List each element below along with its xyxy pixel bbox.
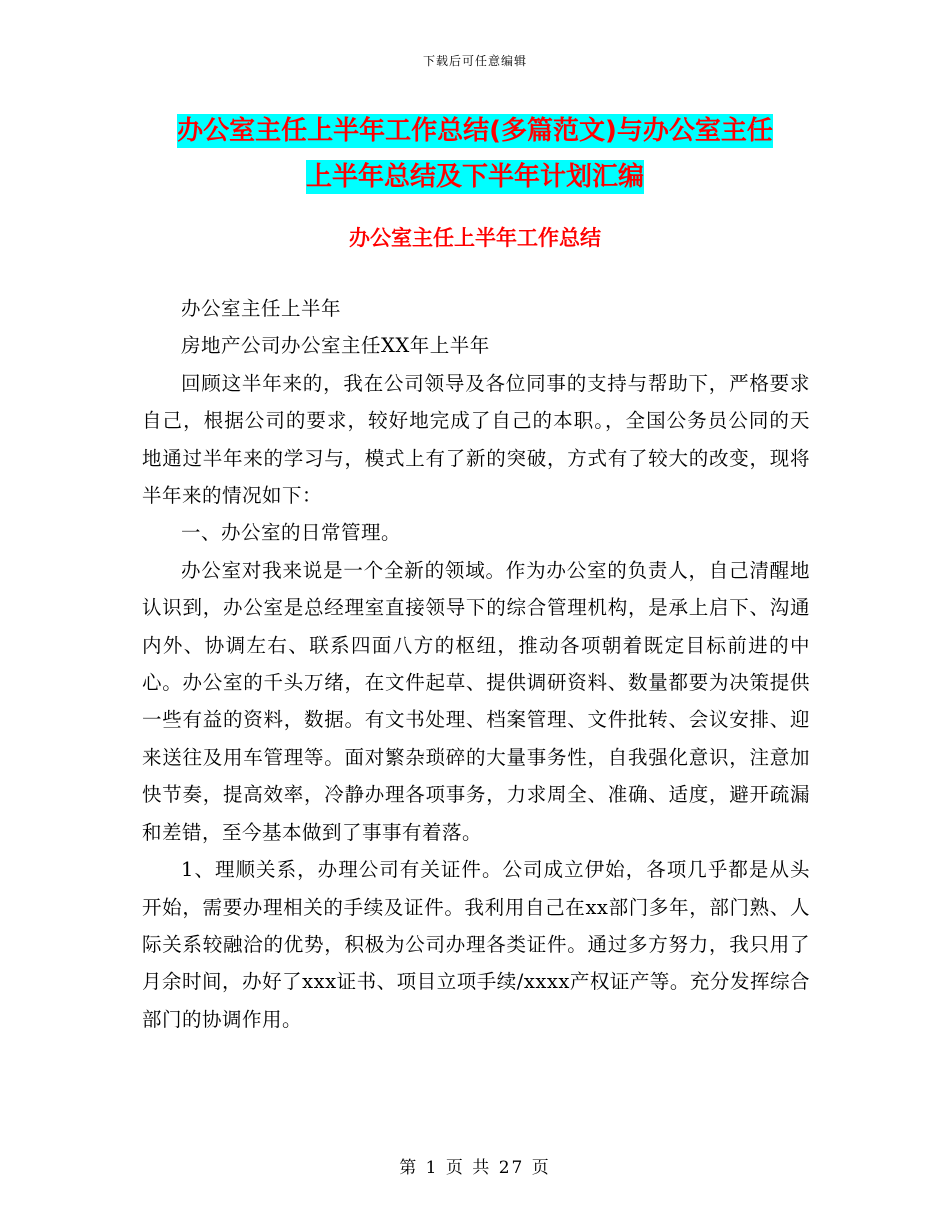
- document-body: [142, 290, 810, 1038]
- paragraph: 1、理顺关系，办理公司有关证件。公司成立伊始，各项几乎都是从头开始，需要办理相关的手续及证件。我利用自己在xx部门多年，部门熟、人际关系较融洽的优势，积极为公司办理各类证件。通过多方努力，我只用了月余时间，办好了xxx证书、项目立项手续/xxxx产权证产等。充分发挥综合部门的协调作用。: [142, 858, 810, 1031]
- header-note: 下载后可任意编辑: [422, 54, 527, 68]
- paragraph: 一、办公室的日常管理。: [181, 521, 402, 545]
- paragraph: 办公室主任上半年: [181, 297, 342, 320]
- paragraph: 房地产公司办公室主任XX年上半年: [181, 334, 490, 358]
- paragraph: 回顾这半年来的，我在公司领导及各位同事的支持与帮助下，严格要求自己，根据公司的要求，较好地完成了自己的本职。，全国公务员公同的天地通过半年来的学习与，模式上有了新的突破，方式有了较大的改变，现将半年来的情况如下：: [142, 371, 810, 508]
- document-title: [0, 108, 950, 200]
- document-title-line-1: 办公室主任上半年工作总结(多篇范文)与办公室主任: [177, 116, 773, 146]
- document-title-line-2: 上半年总结及下半年计划汇编: [305, 162, 644, 192]
- paragraph: 办公室对我来说是一个全新的领域。作为办公室的负责人，自己清醒地认识到，办公室是总经理室直接领导下的综合管理机构，是承上启下、沟通内外、协调左右、联系四面八方的枢纽，推动各项朝着既定目标前进的中心。办公室的千头万绪，在文件起草、提供调研资料、数量都要为决策提供一些有益的资料，数据。有文书处理、档案管理、文件批转、会议安排、迎来送往及用车管理等。面对繁杂琐碎的大量事务性，自我强化意识，注意加快节奏，提高效率，冷静办理各项事务，力求周全、准确、适度，避开疏漏和差错，至今基本做到了事事有着落。: [142, 558, 810, 844]
- page-number: 第 1 页 共 27 页: [399, 1158, 551, 1178]
- section-title: 办公室主任上半年工作总结: [349, 226, 601, 250]
